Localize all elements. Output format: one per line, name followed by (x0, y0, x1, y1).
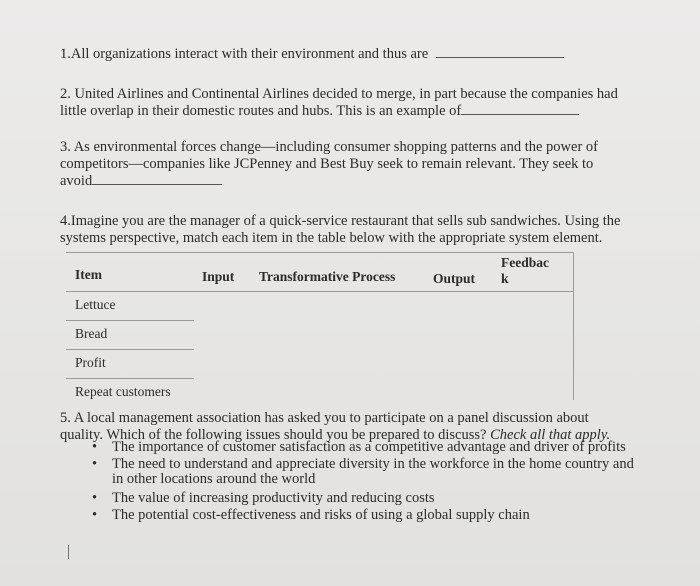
text-cursor (68, 545, 69, 559)
question-1 (60, 46, 620, 63)
list-item[interactable] (92, 457, 652, 487)
table-row (66, 349, 194, 379)
option-text-continued: in other locations around the world (112, 471, 316, 487)
question-5-instruction: Check all that apply. (490, 427, 611, 443)
question-3-blank[interactable] (92, 183, 222, 185)
question-2-blank[interactable] (461, 113, 579, 115)
row-label: Bread (75, 326, 108, 341)
bullet-icon: • (92, 456, 98, 472)
question-3-line-1: 3. As environmental forces change—including consumer shopping patterns and the power of (60, 139, 598, 155)
option-text: The potential cost-effectiveness and risks of using a global supply chain (112, 507, 530, 523)
header-feedback-top: Feedbac (501, 255, 549, 270)
header-input: Input (202, 269, 235, 284)
question-2 (60, 86, 670, 120)
question-3 (60, 139, 660, 190)
matching-table (66, 252, 574, 400)
bullet-icon: • (92, 507, 98, 523)
option-text: The need to understand and appreciate diversity in the workforce in the home country and (112, 456, 634, 472)
question-4-line-1: 4.Imagine you are the manager of a quick-service restaurant that sells sub sandwiches. Using the (60, 213, 621, 229)
header-feedback-bottom: k (501, 271, 509, 286)
question-3-line-3: avoid (60, 173, 93, 189)
table-row (66, 291, 194, 321)
bullet-icon: • (92, 490, 98, 506)
bullet-icon: • (92, 439, 98, 455)
question-5-line-2: quality. Which of the following issues should you be prepared to discuss? (60, 427, 487, 443)
question-2-line-1: 2. United Airlines and Continental Airlines decided to merge, in part because the companies had (60, 86, 618, 102)
row-label: Profit (75, 355, 106, 370)
question-1-blank[interactable] (436, 56, 564, 58)
header-output: Output (433, 271, 476, 286)
option-text: The value of increasing productivity and reducing costs (112, 490, 435, 506)
question-2-line-2: little overlap in their domestic routes and hubs. This is an example of (60, 103, 462, 119)
list-item[interactable] (92, 440, 652, 455)
question-3-line-2: competitors—companies like JCPenney and Best Buy seek to remain relevant. They seek to (60, 156, 594, 172)
header-item: Item (75, 267, 102, 282)
table-top-border (66, 252, 574, 253)
table-right-border (573, 252, 574, 400)
question-1-text: 1.All organizations interact with their environment and thus are (60, 46, 429, 62)
question-4 (60, 213, 670, 247)
option-list (92, 440, 652, 525)
row-label: Lettuce (75, 297, 116, 312)
table-row (66, 320, 194, 350)
list-item[interactable] (92, 508, 652, 523)
question-4-line-2: systems perspective, match each item in the table below with the appropriate system element. (60, 230, 603, 246)
list-item[interactable] (92, 491, 652, 506)
table-row (66, 378, 366, 407)
row-label: Repeat customers (75, 384, 171, 399)
question-5-line-1: 5. A local management association has asked you to participate on a panel discussion about (60, 410, 589, 426)
option-text: The importance of customer satisfaction as a competitive advantage and driver of profits (112, 439, 626, 455)
header-transformative-process: Transformative Process (259, 269, 396, 284)
